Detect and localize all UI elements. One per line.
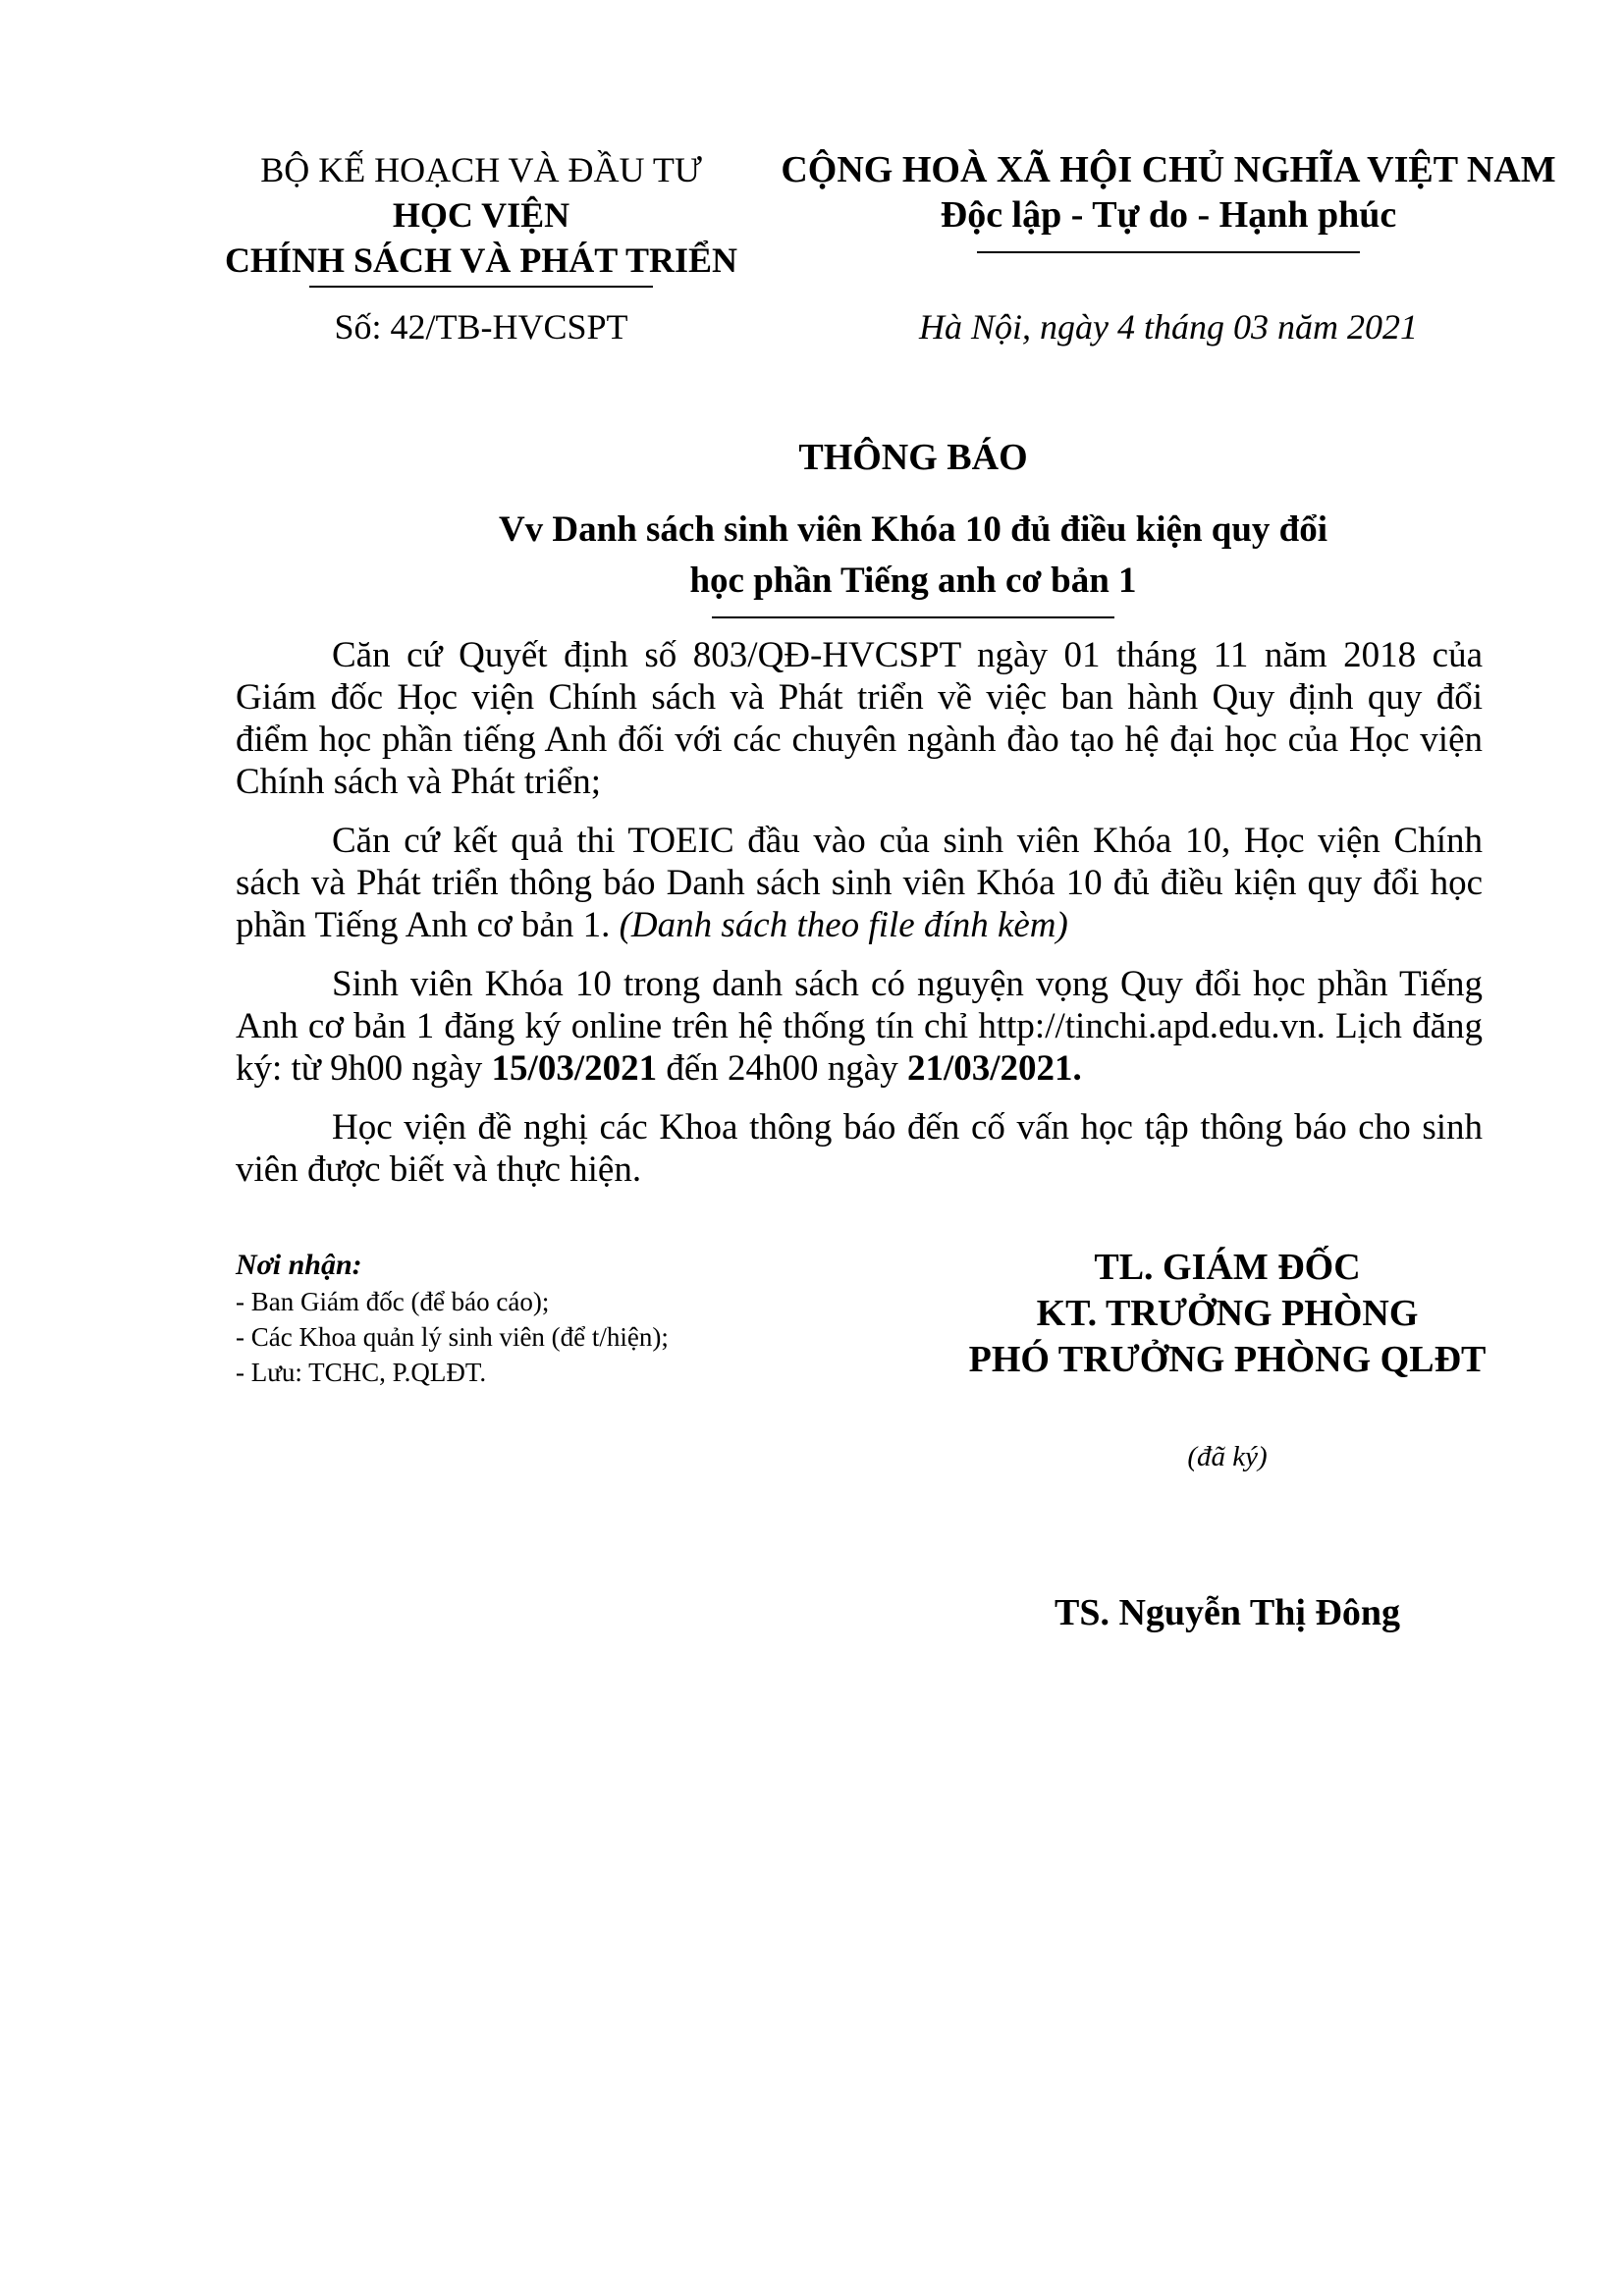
document-subject-line2: học phần Tiếng anh cơ bản 1 <box>689 561 1137 601</box>
motto-underline <box>977 251 1360 253</box>
document-subject-line1: Vv Danh sách sinh viên Khóa 10 đủ điều kiện quy đổi <box>498 509 1328 550</box>
recipients-label: Nơi nhận: <box>236 1249 362 1281</box>
ministry-name: BỘ KẾ HOẠCH VÀ ĐẦU TƯ <box>260 150 702 189</box>
national-header <box>776 147 1561 253</box>
document-date: Hà Nội, ngày 4 tháng 03 năm 2021 <box>919 307 1418 347</box>
paragraph-1: Căn cứ Quyết định số 803/QĐ-HVCSPT ngày 01 tháng 11 năm 2018 của Giám đốc Học viện Chính sách và Phát triển về việc ban hành Quy định quy đổi điểm học phần tiếng Anh đối với các chuyên ngành đào tạo hệ đại học của Học viện Chính sách và Phát triển; <box>236 635 1483 802</box>
document-number: Số: 42/TB-HVCSPT <box>334 307 628 347</box>
signature-title-line3: PHÓ TRƯỞNG PHÒNG QLĐT <box>968 1339 1487 1380</box>
registration-start-date: 15/03/2021 <box>491 1048 658 1089</box>
signed-note: (đã ký) <box>1187 1441 1268 1472</box>
institute-name-line1: HỌC VIỆN <box>392 195 570 235</box>
paragraph-2 <box>236 820 1483 946</box>
signature-title-line2: KT. TRƯỞNG PHÒNG <box>1036 1293 1419 1334</box>
paragraph-2-text: Căn cứ kết quả thi TOEIC đầu vào của sinh viên Khóa 10, Học viện Chính sách và Phát triển thông báo Danh sách sinh viên Khóa 10 đủ điều kiện quy đổi học phần Tiếng Anh cơ bản 1. <box>236 821 1483 945</box>
signer-name: TS. Nguyễn Thị Đông <box>1055 1592 1400 1633</box>
issuer-underline <box>309 286 653 288</box>
document-title: THÔNG BÁO <box>798 437 1028 478</box>
registration-end-date: 21/03/2021. <box>906 1048 1082 1089</box>
recipients-block <box>236 1247 785 1390</box>
title-underline <box>712 616 1114 618</box>
paragraph-3-mid: đến 24h00 ngày <box>657 1048 907 1089</box>
title-block <box>236 432 1591 618</box>
issuer-block <box>206 147 756 288</box>
attachment-note: (Danh sách theo file đính kèm) <box>619 905 1068 945</box>
institute-name-line2: CHÍNH SÁCH VÀ PHÁT TRIỂN <box>224 240 738 280</box>
signature-title-line1: TL. GIÁM ĐỐC <box>1094 1247 1361 1288</box>
motto: Độc lập - Tự do - Hạnh phúc <box>940 194 1397 236</box>
paragraph-3-text: Sinh viên Khóa 10 trong danh sách có nguyện vọng Quy đổi học phần Tiếng Anh cơ bản 1 đăng ký online trên hệ thống tín chỉ http://tinchi.apd.edu.vn. Lịch đăng ký: từ 9h00 ngày <box>236 964 1483 1089</box>
country-name: CỘNG HOÀ XÃ HỘI CHỦ NGHĨA VIỆT NAM <box>781 149 1556 190</box>
recipient-item: - Các Khoa quản lý sinh viên (để t/hiện); <box>236 1322 669 1352</box>
paragraph-3 <box>236 963 1483 1090</box>
document-body <box>236 634 1483 1207</box>
recipient-item: - Lưu: TCHC, P.QLĐT. <box>236 1358 487 1387</box>
recipient-item: - Ban Giám đốc (để báo cáo); <box>236 1287 550 1316</box>
signature-title-block <box>884 1245 1571 1383</box>
paragraph-4: Học viện đề nghị các Khoa thông báo đến cố vấn học tập thông báo cho sinh viên được biết và thực hiện. <box>236 1107 1483 1190</box>
